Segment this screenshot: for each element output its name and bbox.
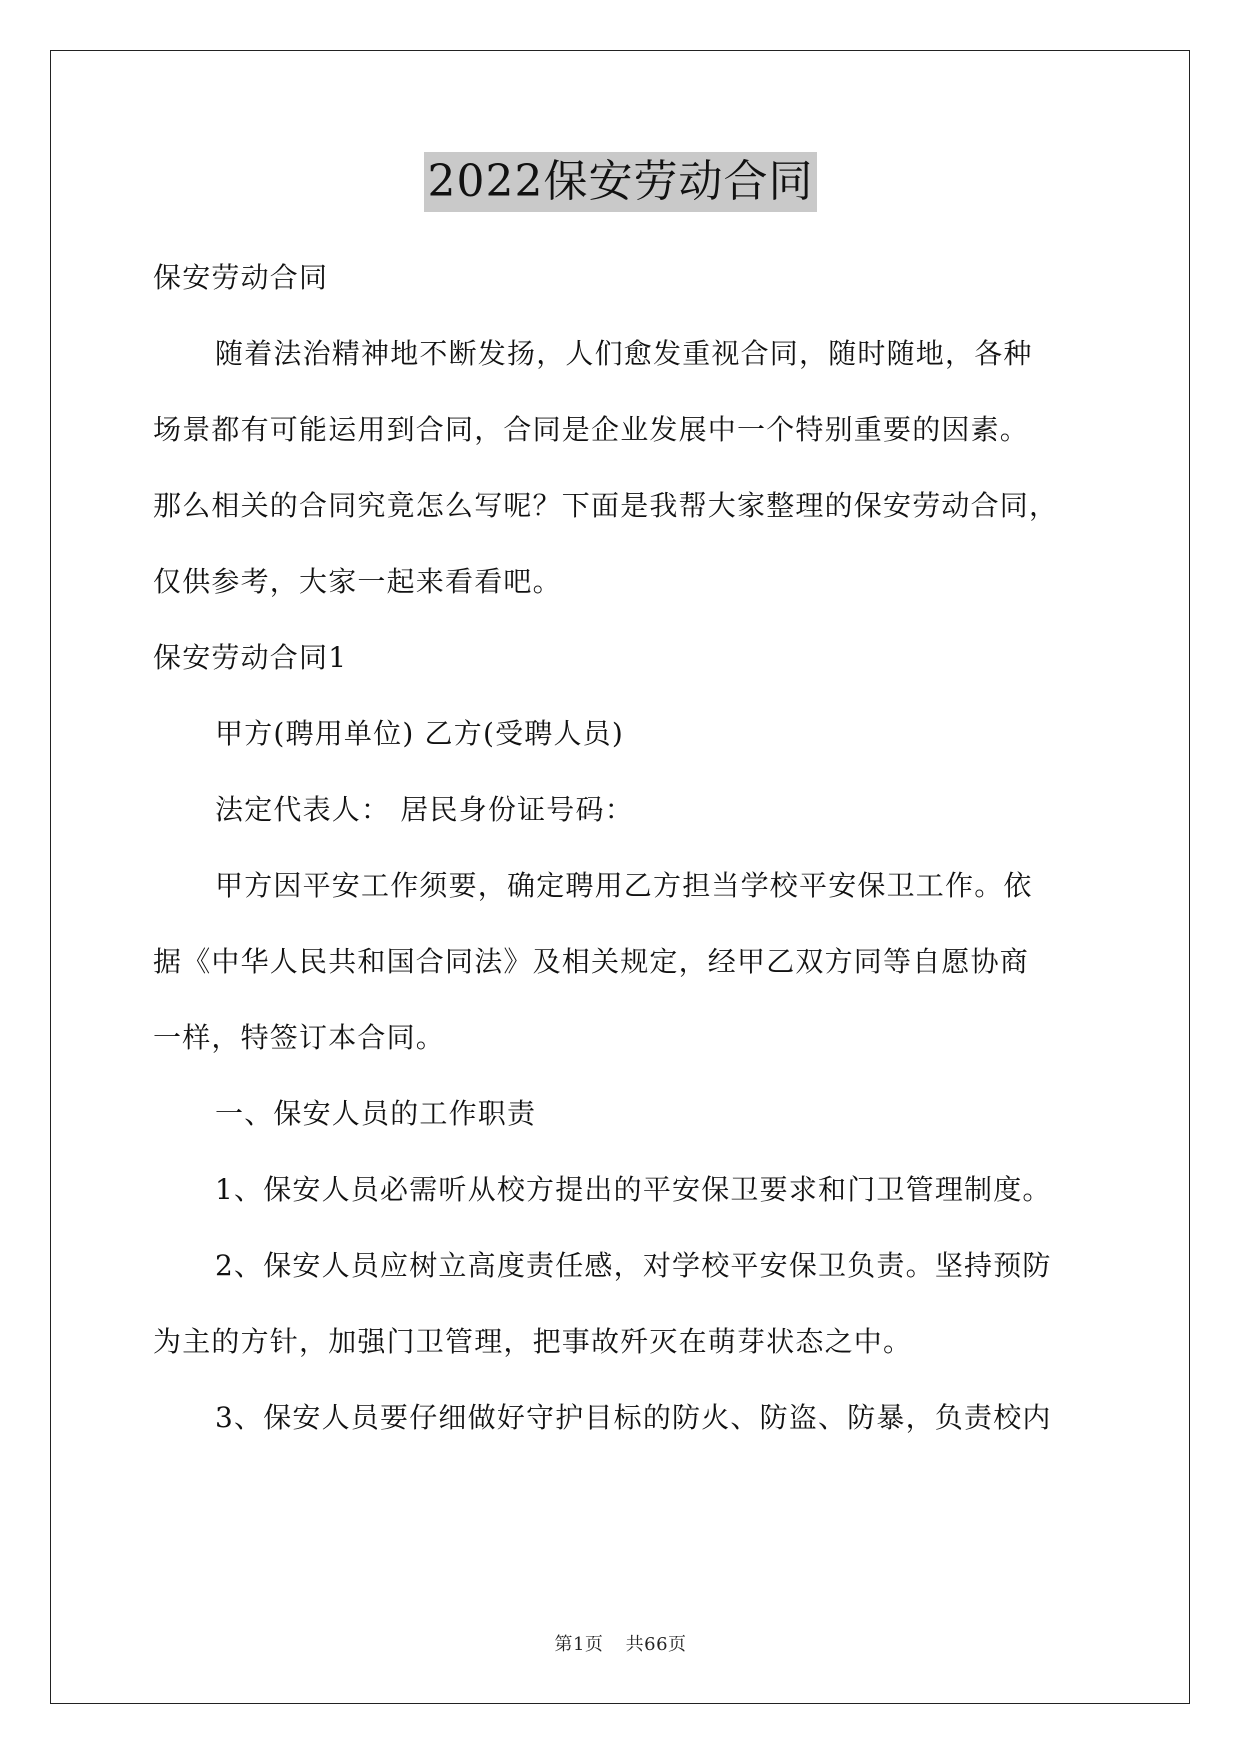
body-line: 法定代表人： 居民身份证号码： — [215, 793, 634, 826]
body-line: 1、保安人员必需听从校方提出的平安保卫要求和门卫管理制度。 — [215, 1173, 1052, 1206]
body-line: 仅供参考，大家一起来看看吧。 — [153, 565, 562, 598]
page-total: 共66页 — [625, 1634, 687, 1655]
body-line: 据《中华人民共和国合同法》及相关规定，经甲乙双方同等自愿协商 — [153, 945, 1030, 978]
body-line: 甲方(聘用单位) 乙方(受聘人员) — [215, 717, 624, 750]
body-line: 保安劳动合同 — [153, 261, 329, 294]
body-line: 场景都有可能运用到合同，合同是企业发展中一个特别重要的因素。 — [153, 413, 1030, 446]
body-line: 3、保安人员要仔细做好守护目标的防火、防盗、防暴，负责校内 — [215, 1401, 1052, 1434]
body-line: 一样，特签订本合同。 — [153, 1021, 446, 1054]
page-number: 第1页 — [554, 1634, 604, 1655]
document-title: 2022保安劳动合同 — [424, 152, 818, 212]
body-line: 一、保安人员的工作职责 — [215, 1097, 537, 1130]
title-container — [0, 152, 1241, 212]
body-line: 甲方因平安工作须要，确定聘用乙方担当学校平安保卫工作。依 — [215, 869, 1033, 902]
body-line: 2、保安人员应树立高度责任感，对学校平安保卫负责。坚持预防 — [215, 1249, 1052, 1282]
body-line: 保安劳动合同1 — [153, 641, 348, 674]
body-line: 那么相关的合同究竟怎么写呢？下面是我帮大家整理的保安劳动合同， — [153, 489, 1059, 522]
page-footer — [0, 1630, 1241, 1656]
body-line: 为主的方针，加强门卫管理，把事故歼灭在萌芽状态之中。 — [153, 1325, 913, 1358]
body-line: 随着法治精神地不断发扬，人们愈发重视合同，随时随地，各种 — [215, 337, 1033, 370]
document-body — [153, 240, 1098, 1456]
